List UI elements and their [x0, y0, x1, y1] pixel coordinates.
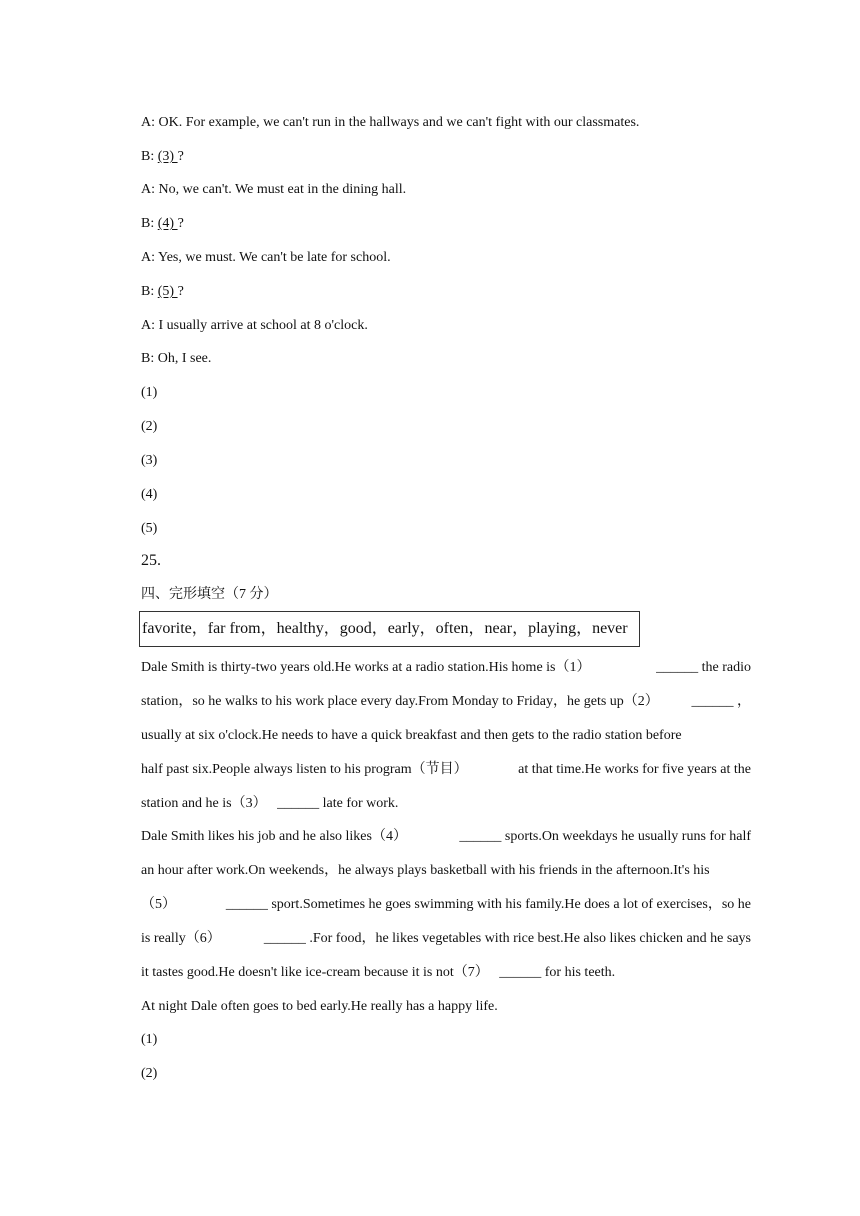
- dialogue-line: A: I usually arrive at school at 8 o'clock.: [141, 318, 368, 333]
- passage-line: it tastes good.He doesn't like ice-cream because it is not（7） ______ for his teeth.: [141, 965, 616, 980]
- passage-line: station，so he walks to his work place every day.From Monday to Friday，he gets up（2） ______ ，: [141, 694, 751, 709]
- dialogue-line: A: No, we can't. We must eat in the dining hall.: [141, 182, 407, 197]
- passage-line: an hour after work.On weekends，he always plays basketball with his friends in the afternoon.It's his: [141, 863, 710, 878]
- dialogue-b-line: B: (3) ?: [141, 149, 184, 164]
- answer-slot: (4): [141, 487, 158, 502]
- dialogue-b-line: B: (4) ?: [141, 216, 184, 231]
- dialogue-line: A: Yes, we must. We can't be late for school.: [141, 250, 391, 265]
- answer-slot: (3): [141, 453, 158, 468]
- answer-slot: (2): [141, 1066, 158, 1081]
- passage-line: station and he is（3） ______ late for work.: [141, 796, 399, 811]
- section-title: 四、完形填空（7 分）: [141, 587, 278, 602]
- passage-line: Dale Smith likes his job and he also likes（4） ______ sports.On weekdays he usually runs for half: [141, 829, 751, 844]
- passage-line: is really（6） ______ .For food，he likes vegetables with rice best.He also likes chicken and he says: [141, 931, 751, 946]
- passage-line: （5） ______ sport.Sometimes he goes swimming with his family.He does a lot of exercises，so he: [141, 897, 751, 912]
- passage-line: usually at six o'clock.He needs to have a quick breakfast and then gets to the radio station before: [141, 728, 682, 743]
- word-bank: favorite，far from，healthy，good，early，often，near，playing，never: [139, 611, 640, 647]
- passage-line: half past six.People always listen to his program（节目） at that time.He works for five years at the: [141, 762, 751, 777]
- passage-line: Dale Smith is thirty-two years old.He works at a radio station.His home is（1） ______ the radio: [141, 660, 751, 675]
- blank-3: (3): [157, 149, 178, 164]
- dialogue-b-line: B: (5) ?: [141, 284, 184, 299]
- question-number: 25.: [141, 552, 161, 569]
- answer-slot: (5): [141, 521, 158, 536]
- dialogue-line: B: Oh, I see.: [141, 351, 212, 366]
- answer-slot: (1): [141, 385, 158, 400]
- blank-5: (5): [157, 284, 178, 299]
- passage-line: At night Dale often goes to bed early.He really has a happy life.: [141, 999, 498, 1014]
- answer-slot: (2): [141, 419, 158, 434]
- blank-4: (4): [157, 216, 178, 231]
- dialogue-line: A: OK. For example, we can't run in the hallways and we can't fight with our classmates.: [141, 115, 640, 130]
- answer-slot: (1): [141, 1032, 158, 1047]
